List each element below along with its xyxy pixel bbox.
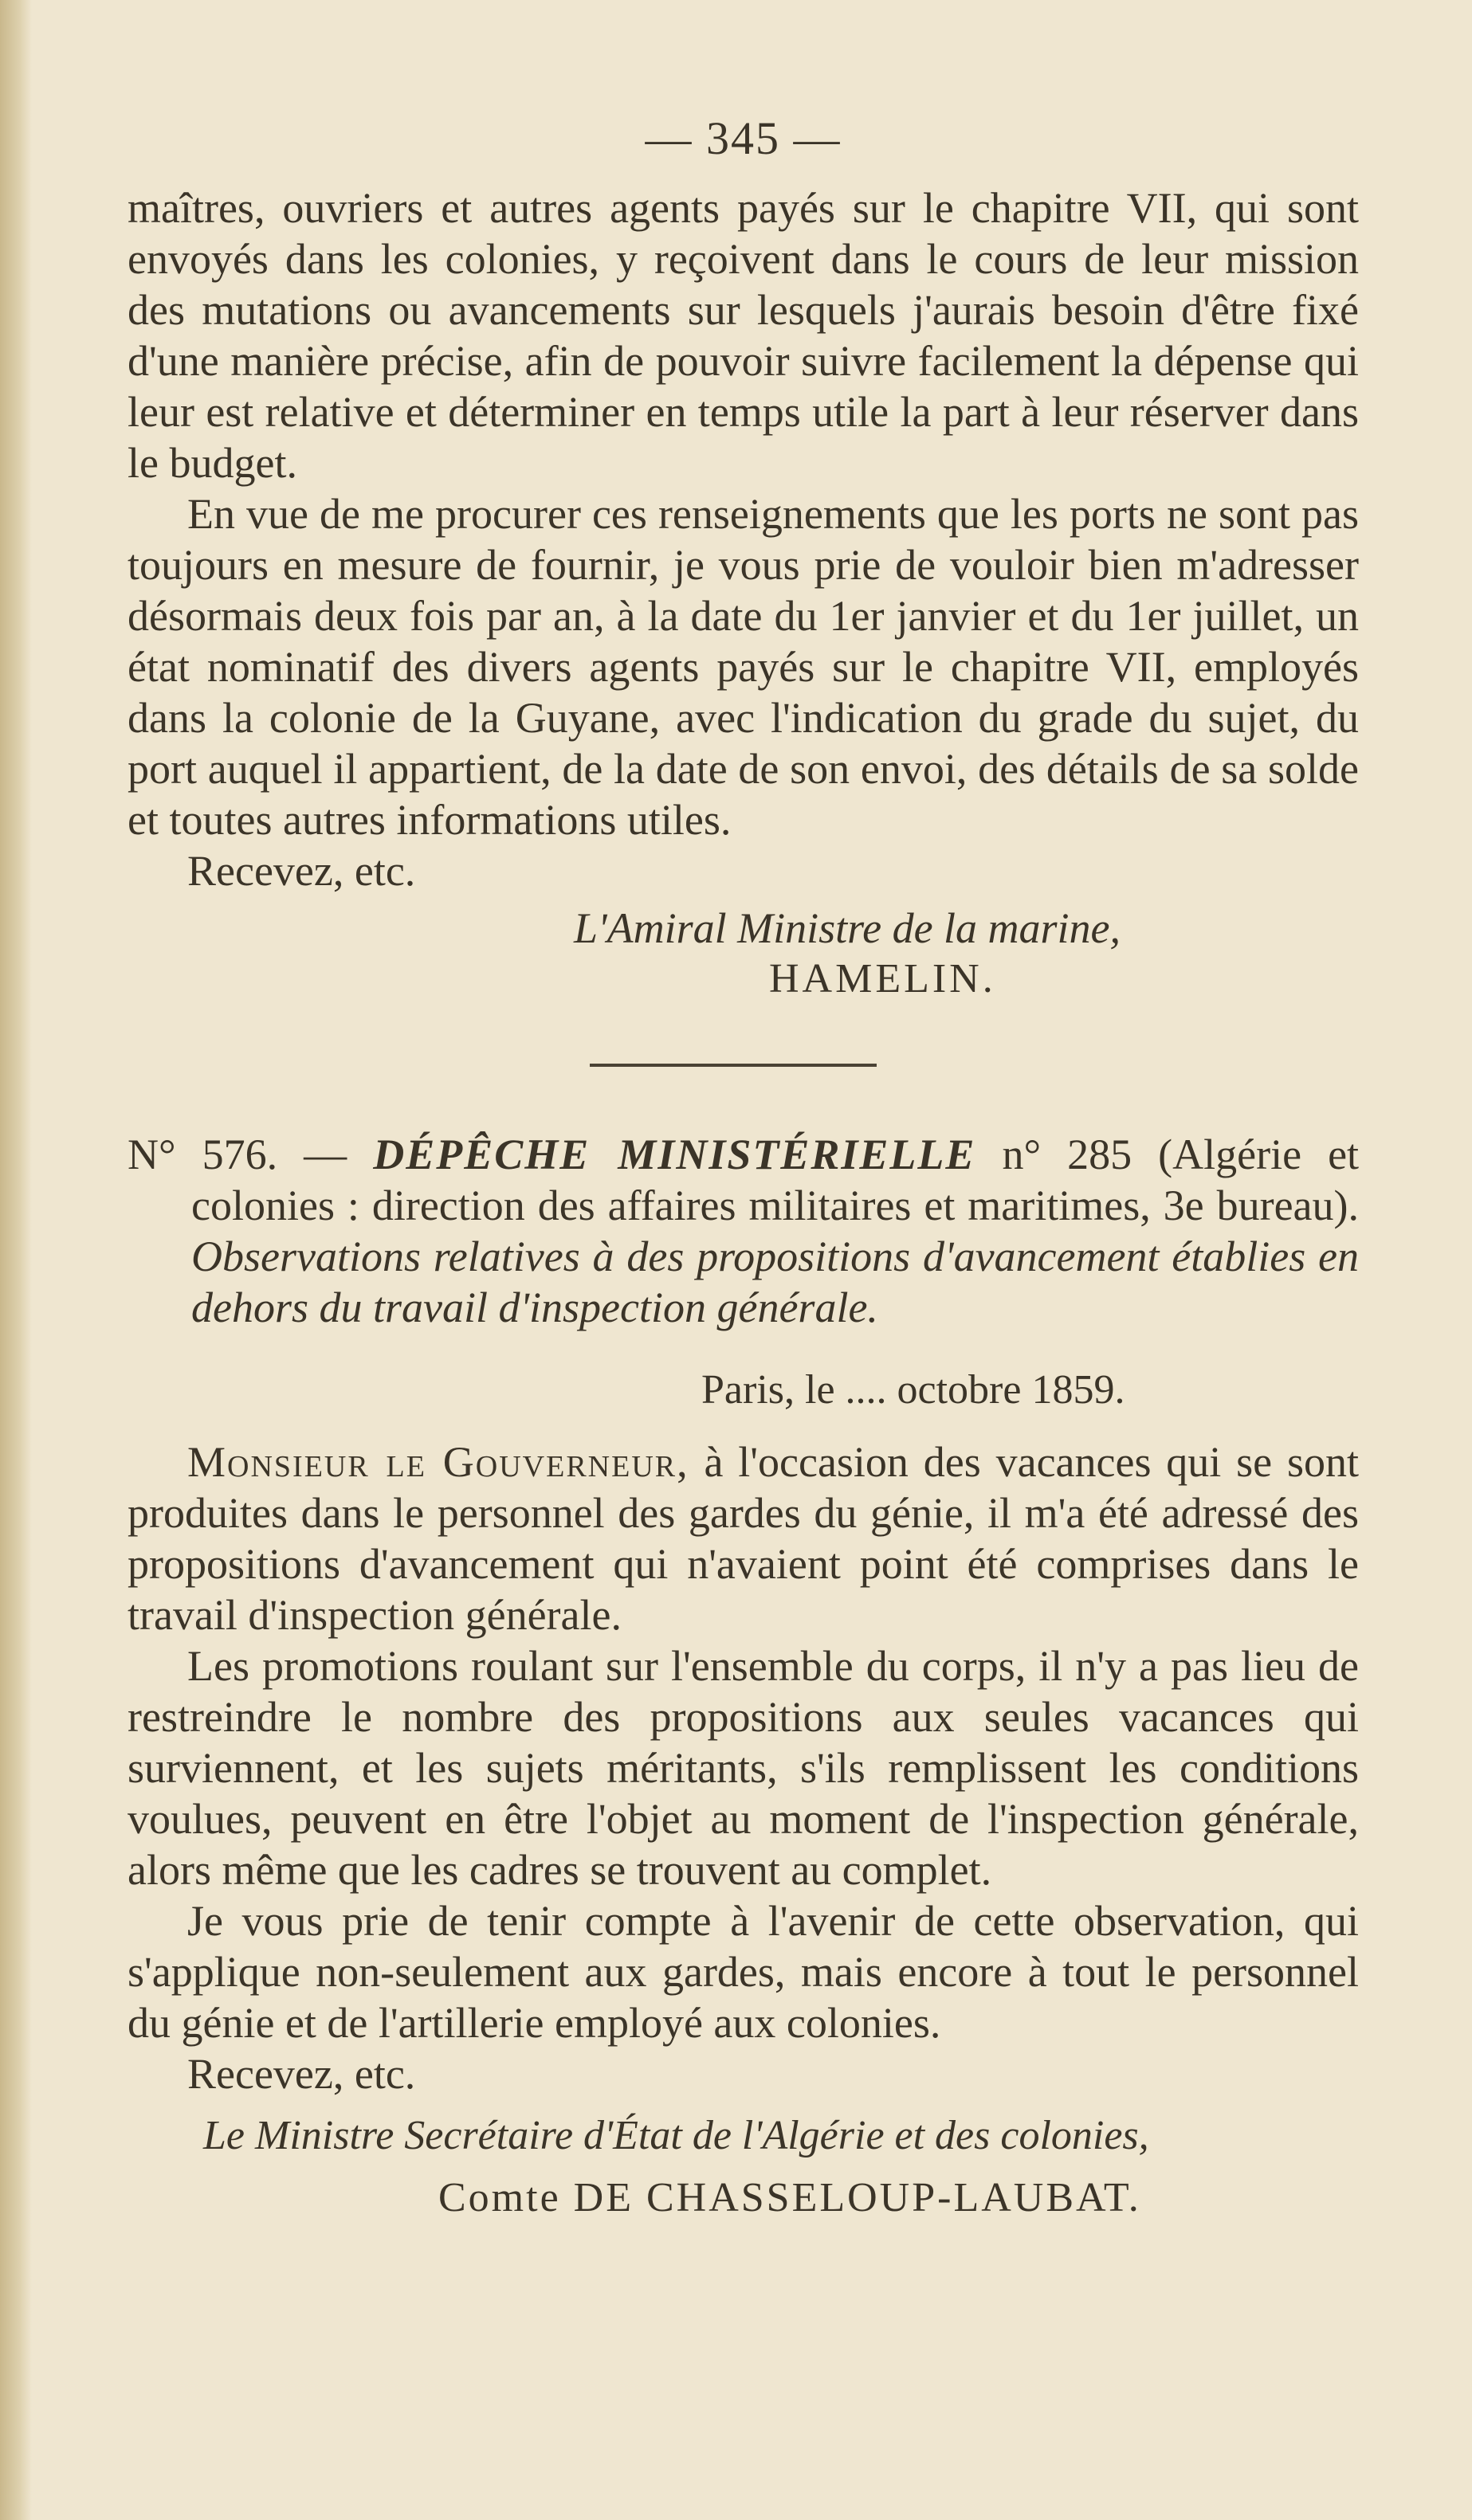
letter2-heading bbox=[128, 1129, 1359, 1333]
letter2-reference: n° 285 (Algérie et colonies : direction des affaires militaires et maritimes, 3e bureau). bbox=[191, 1131, 1360, 1229]
letter2-paragraph-1-text: à l'occasion des vacances qui se sont produites dans le personnel des gardes du génie, il m'a été adressé des propositions d'avancement qui n'avaient point été comprises dans le travail d'inspection générale. bbox=[128, 1438, 1359, 1639]
letter1-signature-role: L'Amiral Ministre de la marine, bbox=[574, 904, 1121, 952]
letter2-salutation: Monsieur le Gouverneur, bbox=[187, 1438, 689, 1486]
letter-576 bbox=[128, 1129, 1359, 2224]
letter2-paragraph-1 bbox=[128, 1436, 1359, 1640]
letter2-number: N° 576. — bbox=[128, 1131, 347, 1178]
letter2-dateline: Paris, le .... octobre 1859. bbox=[701, 1367, 1125, 1413]
letter2-signature-name: Comte DE CHASSELOUP-LAUBAT. bbox=[438, 2175, 1141, 2220]
letter2-signature-role: Le Ministre Secrétaire d'État de l'Algérie et des colonies, bbox=[203, 2113, 1149, 2158]
letter2-title: DÉPÊCHE MINISTÉRIELLE bbox=[373, 1131, 976, 1178]
letter2-closing: Recevez, etc. bbox=[187, 2050, 416, 2098]
letter2-paragraph-3: Je vous prie de tenir compte à l'avenir de cette observation, qui s'applique non-seulement aux gardes, mais encore à tout le personnel du génie et de l'artillerie employé aux colonies. bbox=[128, 1897, 1359, 2047]
letter1-signature-name: HAMELIN. bbox=[769, 956, 996, 1001]
letter1-paragraph-1: maîtres, ouvriers et autres agents payés sur le chapitre VII, qui sont envoyés dans les colonies, y reçoivent dans le cours de leur mission des mutations ou avancements sur lesquels j'aurais besoin d'être fixé d'une manière précise, afin de pouvoir suivre facilement la dépense qui leur est relative et déterminer en temps utile la part à leur réserver dans le budget. bbox=[128, 184, 1359, 487]
letter2-paragraph-2: Les promotions roulant sur l'ensemble du corps, il n'y a pas lieu de restreindre le nombre des propositions aux seules vacances qui surviennent, et les sujets méritants, s'ils remplissent les conditions voulues, peuvent en être l'objet au moment de l'inspection générale, alors même que les cadres se trouvent au complet. bbox=[128, 1642, 1359, 1894]
letter1-closing: Recevez, etc. bbox=[187, 847, 416, 895]
letter-hamelin bbox=[128, 182, 1359, 1005]
letter2-subject: Observations relatives à des propositions d'avancement établies en dehors du travail d'inspection générale. bbox=[191, 1233, 1359, 1331]
book-gutter bbox=[0, 0, 32, 2520]
section-divider bbox=[590, 1064, 877, 1067]
letter1-paragraph-2: En vue de me procurer ces renseignements que les ports ne sont pas toujours en mesure de fournir, je vous prie de vouloir bien m'adresser désormais deux fois par an, à la date du 1er janvier et du 1er juillet, un état nominatif des divers agents payés sur le chapitre VII, employés dans la colonie de la Guyane, avec l'indication du grade du sujet, du port auquel il appartient, de la date de son envoi, des détails de sa solde et toutes autres informations utiles. bbox=[128, 490, 1359, 844]
page-number: — 345 — bbox=[645, 112, 842, 164]
document-page bbox=[128, 112, 1359, 2224]
